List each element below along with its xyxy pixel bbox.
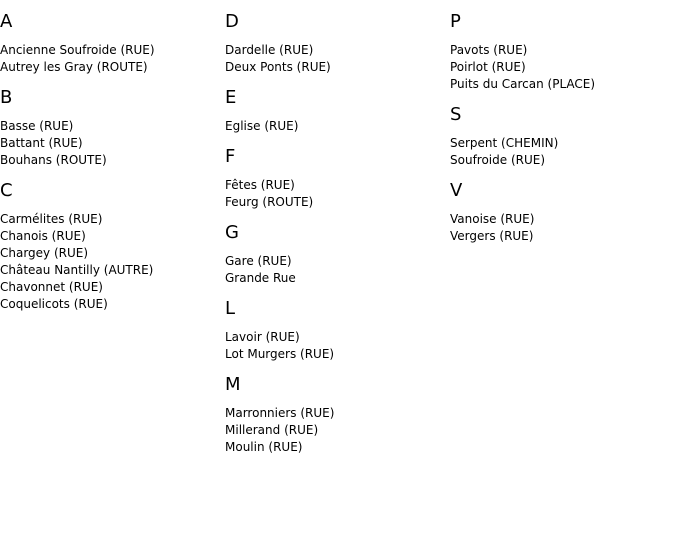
street-link[interactable]: Millerand (RUE) <box>225 423 319 437</box>
letter-group <box>450 181 675 245</box>
letter-group <box>0 88 225 169</box>
street-list <box>225 253 450 287</box>
letter-heading: V <box>450 180 463 201</box>
street-link[interactable]: Poirlot (RUE) <box>450 60 526 74</box>
street-list <box>0 211 225 313</box>
letter-group <box>0 12 225 76</box>
street-link[interactable]: Vergers (RUE) <box>450 229 534 243</box>
street-link[interactable]: Lot Murgers (RUE) <box>225 347 335 361</box>
street-link[interactable]: Ancienne Soufroide (RUE) <box>0 43 155 57</box>
street-list <box>225 177 450 211</box>
street-link[interactable]: Chanois (RUE) <box>0 229 86 243</box>
index-column <box>450 0 675 456</box>
letter-group <box>225 12 450 76</box>
street-list <box>225 42 450 76</box>
street-link[interactable]: Deux Ponts (RUE) <box>225 60 331 74</box>
street-link[interactable]: Coquelicots (RUE) <box>0 297 108 311</box>
street-list <box>450 211 675 245</box>
street-link[interactable]: Autrey les Gray (ROUTE) <box>0 60 148 74</box>
letter-heading: P <box>450 11 461 32</box>
letter-heading: A <box>0 11 13 32</box>
street-list <box>450 42 675 93</box>
street-link[interactable]: Serpent (CHEMIN) <box>450 136 559 150</box>
street-link[interactable]: Carmélites (RUE) <box>0 212 103 226</box>
street-link[interactable]: Château Nantilly (AUTRE) <box>0 263 154 277</box>
letter-heading: S <box>450 104 462 125</box>
street-link[interactable]: Dardelle (RUE) <box>225 43 314 57</box>
street-link[interactable]: Eglise (RUE) <box>225 119 299 133</box>
letter-heading: C <box>0 180 13 201</box>
street-link[interactable]: Chargey (RUE) <box>0 246 89 260</box>
letter-group <box>225 223 450 287</box>
letter-group <box>225 147 450 211</box>
street-list <box>225 405 450 456</box>
street-list <box>225 329 450 363</box>
street-link[interactable]: Chavonnet (RUE) <box>0 280 103 294</box>
street-link[interactable]: Pavots (RUE) <box>450 43 528 57</box>
street-link[interactable]: Vanoise (RUE) <box>450 212 535 226</box>
street-link[interactable]: Basse (RUE) <box>0 119 74 133</box>
letter-group <box>450 105 675 169</box>
street-link[interactable]: Moulin (RUE) <box>225 440 303 454</box>
street-link[interactable]: Marronniers (RUE) <box>225 406 335 420</box>
street-list <box>450 135 675 169</box>
street-link[interactable]: Soufroide (RUE) <box>450 153 546 167</box>
street-link[interactable]: Gare (RUE) <box>225 254 292 268</box>
street-link[interactable]: Lavoir (RUE) <box>225 330 300 344</box>
letter-group <box>450 12 675 93</box>
letter-group <box>225 88 450 135</box>
letter-heading: M <box>225 374 241 395</box>
letter-group <box>225 375 450 456</box>
letter-heading: D <box>225 11 239 32</box>
street-link[interactable]: Fêtes (RUE) <box>225 178 295 192</box>
letter-group <box>0 181 225 313</box>
letter-heading: B <box>0 87 13 108</box>
street-list <box>0 42 225 76</box>
street-link[interactable]: Feurg (ROUTE) <box>225 195 314 209</box>
index-column <box>225 0 450 456</box>
letter-heading: L <box>225 298 236 319</box>
street-link[interactable]: Puits du Carcan (PLACE) <box>450 77 596 91</box>
letter-heading: G <box>225 222 239 243</box>
letter-group <box>225 299 450 363</box>
index-column <box>0 0 225 456</box>
street-list <box>225 118 450 135</box>
street-link[interactable]: Bouhans (ROUTE) <box>0 153 107 167</box>
street-link[interactable]: Grande Rue <box>225 271 296 285</box>
street-list <box>0 118 225 169</box>
letter-heading: E <box>225 87 237 108</box>
letter-heading: F <box>225 146 236 167</box>
street-link[interactable]: Battant (RUE) <box>0 136 83 150</box>
